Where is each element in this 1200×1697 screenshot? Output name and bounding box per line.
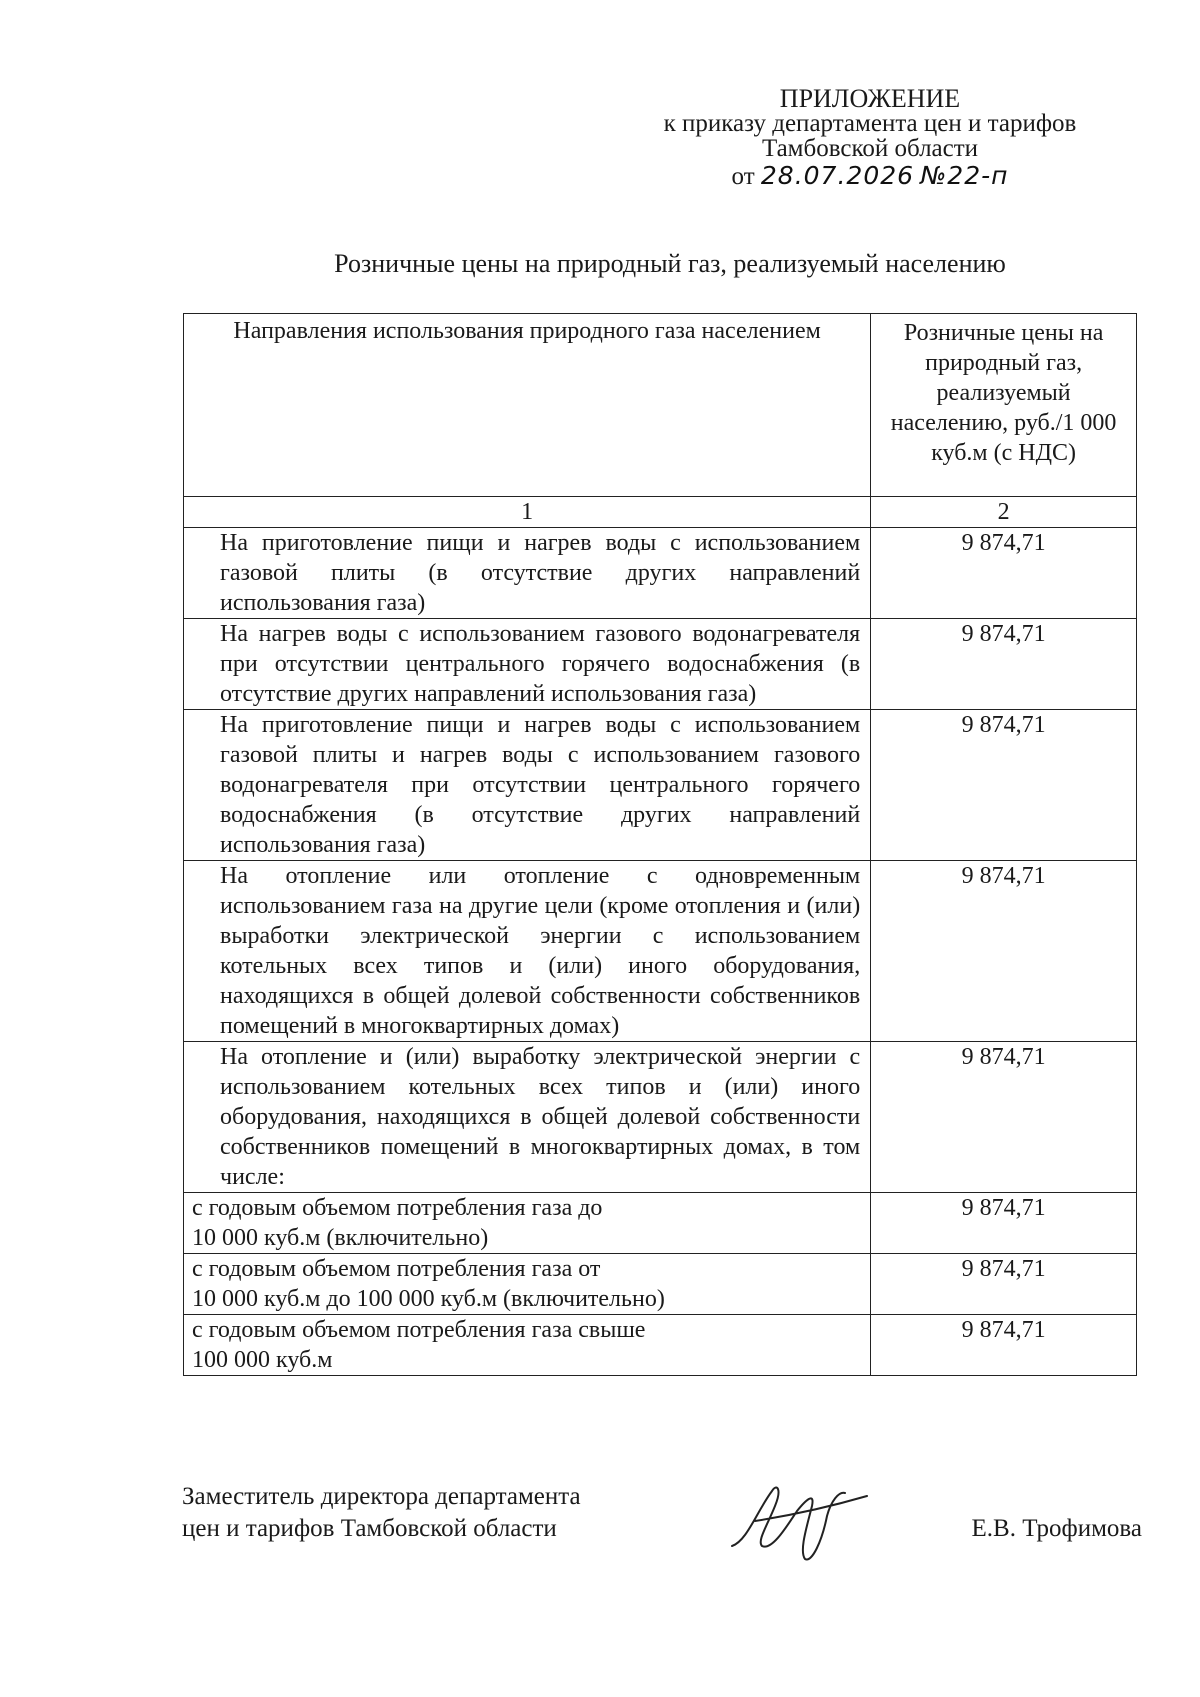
table-subrow xyxy=(184,1315,1137,1376)
table-subrow xyxy=(184,1193,1137,1254)
price-table xyxy=(183,313,1137,1376)
table-subrow xyxy=(184,1254,1137,1315)
handwritten-signature xyxy=(727,1471,877,1571)
signatory-position-line2: цен и тарифов Тамбовской области xyxy=(182,1515,557,1542)
column-number-1: 1 xyxy=(184,497,871,528)
direction-text: На приготовление пищи и нагрев воды с использованием газовой плиты (в отсутствие других направлений использования газа) xyxy=(220,530,861,616)
approval-date-prefix: от xyxy=(731,163,755,190)
approval-title: ПРИЛОЖЕНИЕ xyxy=(779,84,961,113)
direction-cell xyxy=(184,710,871,861)
subrow-line2: 10 000 куб.м (включительно) xyxy=(192,1225,489,1251)
approval-line-region: Тамбовской области xyxy=(761,135,979,162)
price-cell: 9 874,71 xyxy=(871,528,1137,619)
table-row xyxy=(184,861,1137,1042)
subrow-direction-cell xyxy=(184,1254,871,1315)
subrow-line2: 100 000 куб.м xyxy=(192,1347,333,1373)
table-row xyxy=(184,619,1137,710)
price-cell: 9 874,71 xyxy=(871,1193,1137,1254)
table-row xyxy=(184,710,1137,861)
direction-cell xyxy=(184,528,871,619)
price-cell: 9 874,71 xyxy=(871,619,1137,710)
table-row xyxy=(184,1042,1137,1193)
approval-number: №22-п xyxy=(920,161,1009,190)
signatory-position-line1: Заместитель директора департамента xyxy=(182,1483,581,1510)
direction-cell xyxy=(184,861,871,1042)
price-cell: 9 874,71 xyxy=(871,861,1137,1042)
column-number-2: 2 xyxy=(871,497,1137,528)
approval-date-line xyxy=(732,163,1009,189)
approval-header xyxy=(600,86,1140,189)
subrow-line1: с годовым объемом потребления газа свыше xyxy=(192,1317,646,1343)
price-cell: 9 874,71 xyxy=(871,1254,1137,1315)
direction-text: На отопление и (или) выработку электрической энергии с использованием котельных всех типов и (или) иного оборудования, находящихся в общей долевой собственности собственников помещений в многоквартирных домах, в том числе: xyxy=(220,1044,861,1190)
subrow-line2: 10 000 куб.м до 100 000 куб.м (включительно) xyxy=(192,1286,665,1312)
header-directions: Направления использования природного газа населением xyxy=(184,314,871,497)
signatory-position xyxy=(182,1481,682,1545)
signatory-name: Е.В. Трофимова xyxy=(971,1515,1142,1542)
price-cell: 9 874,71 xyxy=(871,1315,1137,1376)
direction-cell xyxy=(184,619,871,710)
subrow-line1: с годовым объемом потребления газа до xyxy=(192,1195,603,1221)
price-cell: 9 874,71 xyxy=(871,710,1137,861)
table-row xyxy=(184,528,1137,619)
direction-text: На нагрев воды с использованием газового водонагревателя при отсутствии центрального горячего водоснабжения (в отсутствие других направлений использования газа) xyxy=(220,621,861,707)
header-prices: Розничные цены на природный газ, реализуемый населению, руб./1 000 куб.м (с НДС) xyxy=(871,314,1137,497)
subrow-direction-cell xyxy=(184,1193,871,1254)
price-cell: 9 874,71 xyxy=(871,1042,1137,1193)
direction-text: На отопление или отопление с одновременным использованием газа на другие цели (кроме отопления и (или) выработки электрической энергии с использованием котельных всех типов и (или) иного оборудования, находящихся в общей долевой собственности собственников помещений в многоквартирных домах) xyxy=(220,863,861,1039)
direction-text: На приготовление пищи и нагрев воды с использованием газовой плиты и нагрев воды с использованием газового водонагревателя при отсутствии центрального горячего водоснабжения (в отсутствие других направлений использования газа) xyxy=(220,712,861,858)
document-title: Розничные цены на природный газ, реализуемый населению xyxy=(334,249,1006,278)
approval-date: 28.07.2026 xyxy=(760,161,915,190)
subrow-line1: с годовым объемом потребления газа от xyxy=(192,1256,601,1282)
subrow-direction-cell xyxy=(184,1315,871,1376)
direction-cell xyxy=(184,1042,871,1193)
table-header-row xyxy=(184,314,1137,497)
column-number-row xyxy=(184,497,1137,528)
approval-line-order: к приказу департамента цен и тарифов xyxy=(663,110,1077,137)
